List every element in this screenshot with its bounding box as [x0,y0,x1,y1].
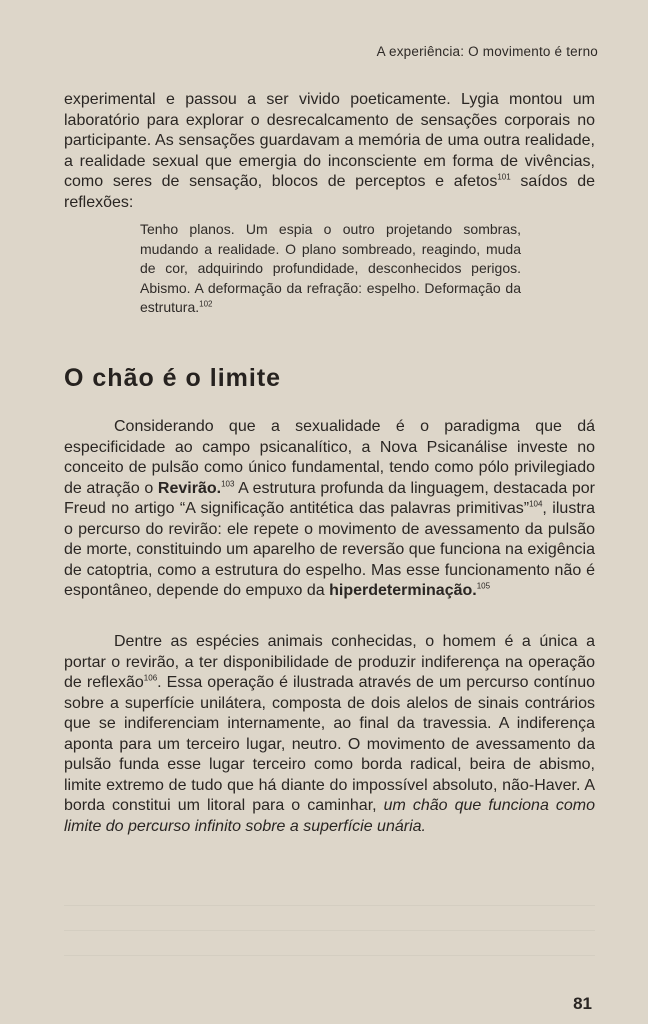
bleed-through-line [64,955,595,956]
footnote-ref-104: 104 [529,499,543,509]
footnote-ref-102: 102 [199,299,213,309]
block-quote [140,220,521,318]
footnote-ref-103: 103 [221,479,235,489]
bleed-through-line [64,930,595,931]
term-revirao: Revirão. [157,479,222,497]
paragraph-3-text-a: Dentre as espécies animais conhecidas, o homem é a única a portar o revirão, a ter disponibilidade de produzir indiferença na operação de reflexão [64,633,595,691]
footnote-ref-105: 105 [476,581,491,591]
page-number: 81 [573,994,592,1013]
block-quote-text: Tenho planos. Um espia o outro projetando sombras, mudando a realidade. O plano sombreado, reagindo, muda de cor, adquirindo profundidade, desconhecidos perigos. Abismo. A deformação da refração: espelho. Deformação da estrutura. [140,221,521,315]
paragraph-2 [64,417,595,602]
paragraph-1-tail: saídos de reflexões: [64,173,596,211]
bleed-through-line [64,905,595,906]
paragraph-3-italic: um chão que funciona como limite do percurso infinito sobre a superfície unária. [64,797,596,835]
term-hiperdeterminacao: hiperdeterminação. [329,582,477,599]
paragraph-3 [64,632,595,837]
paragraph-2-text-b: A estrutura profunda da linguagem, destacada por Freud no artigo “A significação antitética das palavras primitivas” [64,479,595,517]
section-heading: O chão é o limite [64,364,282,392]
paragraph-1-text: experimental e passou a ser vivido poeticamente. Lygia montou um laboratório para explorar o desrecalcamento de sensações corporais no participante. As sensações guardavam a memória de uma outra realidade, a realidade sexual que emergia do inconsciente em forma de vivências, como seres de sensação, blocos de perceptos e afetos [64,91,595,190]
running-head: A experiência: O movimento é terno [376,44,598,59]
paragraph-2-text-c: , ilustra o percurso do revirão: ele repete o movimento de avessamento da pulsão de morte, constituindo um aparelho de reversão que funciona na exigência de catoptria, como a estrutura do espelho. Mas esse funcionamento não é espontâneo, depende do empuxo da [64,500,595,599]
paragraph-3-text-b: . Essa operação é ilustrada através de um percurso contínuo sobre a superfície unilátera, composta de dois alelos de sinais contrários que se indiferenciam internamente, ao final da travessia. A indiferença aponta para um terceiro lugar, neutro. O movimento de avessamento da pulsão funda esse lugar terceiro como borda radical, beira de abismo, limite extremo de tudo que há diante do impossível absoluto, não-Haver. A borda constitui um litoral para o caminhar, [64,674,595,814]
paragraph-2-text-a: Considerando que a sexualidade é o paradigma que dá especificidade ao campo psicanalítico, a Nova Psicanálise investe no conceito de pulsão como único fundamental, tendo como pólo privilegiado de atração o [64,418,595,497]
paragraph-1 [64,90,595,213]
footnote-ref-101: 101 [497,172,511,182]
footnote-ref-106: 106 [143,673,158,683]
